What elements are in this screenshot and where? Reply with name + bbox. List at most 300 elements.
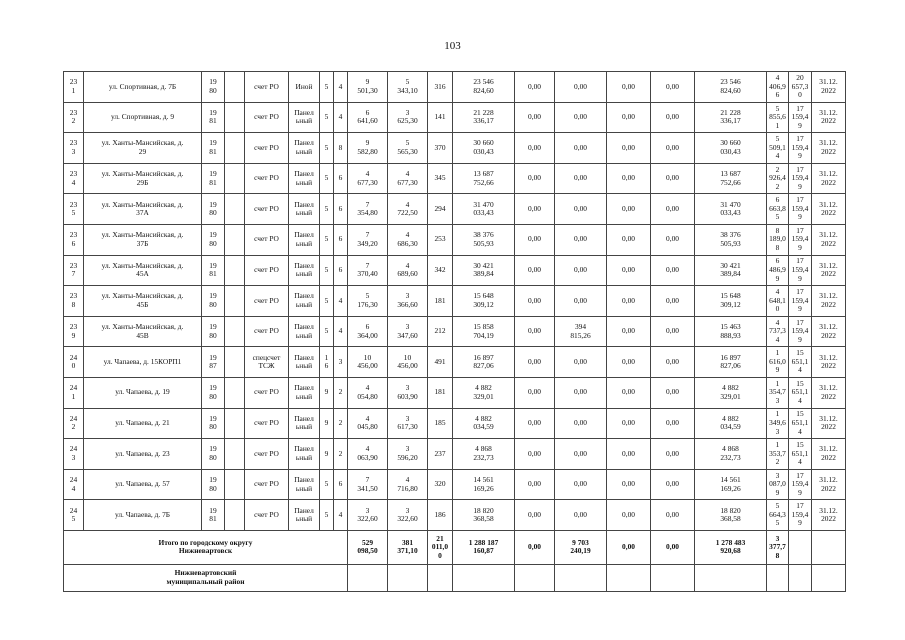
table-row [64, 72, 846, 103]
residents-cell: 185 [428, 408, 453, 439]
max-unit-cost-cell: 20 657,3 0 [789, 72, 812, 103]
row-number-cell: 24 5 [64, 500, 84, 531]
unit-cost-cell: 5 855,6 1 [767, 102, 789, 133]
empty-cell [812, 530, 846, 564]
unit-cost-cell: 1 353,7 2 [767, 439, 789, 470]
residents-cell: 186 [428, 500, 453, 531]
entrances-cell: 4 [334, 316, 348, 347]
residents-cell: 320 [428, 469, 453, 500]
unit-cost-cell: 4 648,1 0 [767, 286, 789, 317]
row-number-cell: 23 8 [64, 286, 84, 317]
municipal-funds-cell: 0,00 [607, 286, 651, 317]
other-funds-cell: 0,00 [651, 500, 695, 531]
owner-funds-cell: 30 660 030,43 [695, 133, 767, 164]
unit-cost-cell: 5 664,3 5 [767, 500, 789, 531]
address-cell: ул. Чапаева, д. 23 [84, 439, 202, 470]
address-cell: ул. Чапаева, д. 15КОРП1 [84, 347, 202, 378]
table-row [64, 377, 846, 408]
address-cell: ул. Ханты-Мансийская, д. 45Б [84, 286, 202, 317]
floors-cell: 5 [320, 286, 334, 317]
municipal-funds-cell: 0,00 [607, 377, 651, 408]
section-label: Нижневартовский муниципальный район [64, 564, 348, 591]
total-cost-cell: 4 868 232,73 [453, 439, 515, 470]
other-funds-cell: 0,00 [651, 255, 695, 286]
empty-cell [225, 163, 245, 194]
entrances-cell: 6 [334, 469, 348, 500]
entrances-cell: 6 [334, 194, 348, 225]
regional-funds-cell: 0,00 [555, 408, 607, 439]
row-number-cell: 23 9 [64, 316, 84, 347]
max-unit-cost-cell: 15 651,1 4 [789, 377, 812, 408]
empty-cell [225, 347, 245, 378]
entrances-cell: 2 [334, 408, 348, 439]
wall-material-cell: Панел ьный [289, 194, 320, 225]
owner-funds-cell: 31 470 033,43 [695, 194, 767, 225]
unit-cost-cell: 4 406,9 6 [767, 72, 789, 103]
max-unit-cost-cell: 17 159,4 9 [789, 224, 812, 255]
fund-source-cell: счет РО [245, 469, 289, 500]
municipal-funds-cell: 0,00 [607, 194, 651, 225]
total-area-cell: 4 063,90 [348, 439, 388, 470]
max-unit-cost-cell: 17 159,4 9 [789, 102, 812, 133]
year-built-cell: 19 80 [202, 377, 225, 408]
federal-funds-cell: 0,00 [515, 439, 555, 470]
entrances-cell: 6 [334, 224, 348, 255]
residents-cell: 342 [428, 255, 453, 286]
address-cell: ул. Чапаева, д. 19 [84, 377, 202, 408]
regional-funds-cell: 0,00 [555, 469, 607, 500]
regional-funds-cell: 9 703 240,19 [555, 530, 607, 564]
floors-cell: 5 [320, 469, 334, 500]
completion-date-cell: 31.12. 2022 [812, 224, 846, 255]
wall-material-cell: Панел ьный [289, 377, 320, 408]
unit-cost-cell: 3 087,0 9 [767, 469, 789, 500]
table-row [64, 286, 846, 317]
total-area-cell: 6 641,60 [348, 102, 388, 133]
floors-cell: 5 [320, 72, 334, 103]
municipal-funds-cell: 0,00 [607, 316, 651, 347]
living-area-cell: 3 366,60 [388, 286, 428, 317]
other-funds-cell: 0,00 [651, 102, 695, 133]
fund-source-cell: счет РО [245, 377, 289, 408]
unit-cost-cell: 1 349,6 3 [767, 408, 789, 439]
address-cell: ул. Ханты-Мансийская, д. 29 [84, 133, 202, 164]
total-cost-cell: 18 820 368,58 [453, 500, 515, 531]
total-cost-cell: 15 858 704,19 [453, 316, 515, 347]
empty-cell [607, 564, 651, 591]
other-funds-cell: 0,00 [651, 530, 695, 564]
total-cost-cell: 15 648 309,12 [453, 286, 515, 317]
total-cost-cell: 38 376 505,93 [453, 224, 515, 255]
floors-cell: 1 6 [320, 347, 334, 378]
empty-cell [225, 194, 245, 225]
total-cost-cell: 13 687 752,66 [453, 163, 515, 194]
address-cell: ул. Чапаева, д. 7Б [84, 500, 202, 531]
max-unit-cost-cell: 17 159,4 9 [789, 255, 812, 286]
empty-cell [651, 564, 695, 591]
wall-material-cell: Панел ьный [289, 102, 320, 133]
living-area-cell: 3 603,90 [388, 377, 428, 408]
living-area-cell: 3 322,60 [388, 500, 428, 531]
year-built-cell: 19 80 [202, 286, 225, 317]
total-cost-cell: 31 470 033,43 [453, 194, 515, 225]
residents-cell: 491 [428, 347, 453, 378]
row-number-cell: 23 3 [64, 133, 84, 164]
max-unit-cost-cell: 15 651,1 4 [789, 439, 812, 470]
federal-funds-cell: 0,00 [515, 500, 555, 531]
municipal-funds-cell: 0,00 [607, 224, 651, 255]
municipal-funds-cell: 0,00 [607, 530, 651, 564]
other-funds-cell: 0,00 [651, 439, 695, 470]
owner-funds-cell: 15 648 309,12 [695, 286, 767, 317]
fund-source-cell: счет РО [245, 408, 289, 439]
total-label: Итого по городскому округу Нижневартовск [64, 530, 348, 564]
residents-cell: 237 [428, 439, 453, 470]
owner-funds-cell: 4 882 329,01 [695, 377, 767, 408]
federal-funds-cell: 0,00 [515, 194, 555, 225]
unit-cost-cell: 4 737,3 4 [767, 316, 789, 347]
empty-cell [789, 530, 812, 564]
wall-material-cell: Панел ьный [289, 469, 320, 500]
empty-cell [225, 316, 245, 347]
fund-source-cell: счет РО [245, 286, 289, 317]
completion-date-cell: 31.12. 2022 [812, 408, 846, 439]
unit-cost-cell: 1 616,0 9 [767, 347, 789, 378]
max-unit-cost-cell: 17 159,4 9 [789, 316, 812, 347]
federal-funds-cell: 0,00 [515, 377, 555, 408]
fund-source-cell: счет РО [245, 224, 289, 255]
total-area-cell: 3 322,60 [348, 500, 388, 531]
living-area-cell: 10 456,00 [388, 347, 428, 378]
row-number-cell: 23 2 [64, 102, 84, 133]
total-area-cell: 529 098,50 [348, 530, 388, 564]
floors-cell: 5 [320, 102, 334, 133]
residents-cell: 345 [428, 163, 453, 194]
regional-funds-cell: 0,00 [555, 377, 607, 408]
total-area-cell: 10 456,00 [348, 347, 388, 378]
residents-cell: 253 [428, 224, 453, 255]
entrances-cell: 4 [334, 286, 348, 317]
completion-date-cell: 31.12. 2022 [812, 316, 846, 347]
total-area-cell: 4 054,80 [348, 377, 388, 408]
year-built-cell: 19 80 [202, 439, 225, 470]
address-cell: ул. Ханты-Мансийская, д. 45А [84, 255, 202, 286]
year-built-cell: 19 80 [202, 316, 225, 347]
empty-cell [388, 564, 428, 591]
entrances-cell: 2 [334, 439, 348, 470]
regional-funds-cell: 0,00 [555, 72, 607, 103]
municipal-funds-cell: 0,00 [607, 133, 651, 164]
owner-funds-cell: 38 376 505,93 [695, 224, 767, 255]
floors-cell: 9 [320, 377, 334, 408]
floors-cell: 5 [320, 224, 334, 255]
total-area-cell: 4 045,80 [348, 408, 388, 439]
completion-date-cell: 31.12. 2022 [812, 469, 846, 500]
max-unit-cost-cell: 17 159,4 9 [789, 469, 812, 500]
total-cost-cell: 21 228 336,17 [453, 102, 515, 133]
regional-funds-cell: 0,00 [555, 500, 607, 531]
floors-cell: 5 [320, 316, 334, 347]
floors-cell: 9 [320, 439, 334, 470]
living-area-cell: 4 677,30 [388, 163, 428, 194]
empty-cell [225, 72, 245, 103]
wall-material-cell: Панел ьный [289, 163, 320, 194]
living-area-cell: 4 689,60 [388, 255, 428, 286]
year-built-cell: 19 81 [202, 500, 225, 531]
year-built-cell: 19 80 [202, 194, 225, 225]
other-funds-cell: 0,00 [651, 377, 695, 408]
total-area-cell: 7 354,80 [348, 194, 388, 225]
wall-material-cell: Панел ьный [289, 255, 320, 286]
empty-cell [225, 408, 245, 439]
empty-cell [225, 102, 245, 133]
empty-cell [225, 500, 245, 531]
table-row [64, 255, 846, 286]
empty-cell [812, 564, 846, 591]
completion-date-cell: 31.12. 2022 [812, 500, 846, 531]
total-area-cell: 6 364,00 [348, 316, 388, 347]
other-funds-cell: 0,00 [651, 163, 695, 194]
wall-material-cell: Панел ьный [289, 224, 320, 255]
total-cost-cell: 4 882 034,59 [453, 408, 515, 439]
table-row [64, 408, 846, 439]
completion-date-cell: 31.12. 2022 [812, 163, 846, 194]
completion-date-cell: 31.12. 2022 [812, 439, 846, 470]
fund-source-cell: счет РО [245, 439, 289, 470]
wall-material-cell: Иной [289, 72, 320, 103]
owner-funds-cell: 16 897 827,06 [695, 347, 767, 378]
address-cell: ул. Ханты-Мансийская, д. 45В [84, 316, 202, 347]
wall-material-cell: Панел ьный [289, 347, 320, 378]
entrances-cell: 2 [334, 377, 348, 408]
other-funds-cell: 0,00 [651, 286, 695, 317]
year-built-cell: 19 81 [202, 163, 225, 194]
owner-funds-cell: 15 463 888,93 [695, 316, 767, 347]
other-funds-cell: 0,00 [651, 316, 695, 347]
federal-funds-cell: 0,00 [515, 347, 555, 378]
wall-material-cell: Панел ьный [289, 439, 320, 470]
empty-cell [225, 133, 245, 164]
total-row [64, 530, 846, 564]
fund-source-cell: счет РО [245, 500, 289, 531]
living-area-cell: 5 343,10 [388, 72, 428, 103]
federal-funds-cell: 0,00 [515, 408, 555, 439]
other-funds-cell: 0,00 [651, 347, 695, 378]
owner-funds-cell: 4 882 034,59 [695, 408, 767, 439]
table-row [64, 102, 846, 133]
year-built-cell: 19 81 [202, 133, 225, 164]
total-area-cell: 9 501,30 [348, 72, 388, 103]
federal-funds-cell: 0,00 [515, 316, 555, 347]
residents-cell: 141 [428, 102, 453, 133]
unit-cost-cell: 3 377,7 8 [767, 530, 789, 564]
row-number-cell: 23 4 [64, 163, 84, 194]
total-cost-cell: 1 288 187 160,87 [453, 530, 515, 564]
completion-date-cell: 31.12. 2022 [812, 133, 846, 164]
federal-funds-cell: 0,00 [515, 224, 555, 255]
empty-cell [789, 564, 812, 591]
empty-cell [695, 564, 767, 591]
housing-register-table [63, 71, 846, 592]
unit-cost-cell: 8 189,0 8 [767, 224, 789, 255]
year-built-cell: 19 80 [202, 224, 225, 255]
wall-material-cell: Панел ьный [289, 286, 320, 317]
max-unit-cost-cell: 15 651,1 4 [789, 408, 812, 439]
total-area-cell: 4 677,30 [348, 163, 388, 194]
page-number: 103 [444, 40, 461, 52]
row-number-cell: 23 6 [64, 224, 84, 255]
total-cost-cell: 30 421 389,84 [453, 255, 515, 286]
empty-cell [555, 564, 607, 591]
federal-funds-cell: 0,00 [515, 469, 555, 500]
regional-funds-cell: 0,00 [555, 194, 607, 225]
max-unit-cost-cell: 17 159,4 9 [789, 133, 812, 164]
federal-funds-cell: 0,00 [515, 255, 555, 286]
empty-cell [225, 469, 245, 500]
empty-cell [225, 377, 245, 408]
fund-source-cell: счет РО [245, 72, 289, 103]
municipal-funds-cell: 0,00 [607, 408, 651, 439]
address-cell: ул. Ханты-Мансийская, д. 37А [84, 194, 202, 225]
municipal-funds-cell: 0,00 [607, 255, 651, 286]
total-cost-cell: 30 660 030,43 [453, 133, 515, 164]
municipal-funds-cell: 0,00 [607, 469, 651, 500]
federal-funds-cell: 0,00 [515, 133, 555, 164]
total-area-cell: 9 582,80 [348, 133, 388, 164]
wall-material-cell: Панел ьный [289, 133, 320, 164]
municipal-funds-cell: 0,00 [607, 163, 651, 194]
regional-funds-cell: 0,00 [555, 347, 607, 378]
floors-cell: 5 [320, 194, 334, 225]
completion-date-cell: 31.12. 2022 [812, 72, 846, 103]
wall-material-cell: Панел ьный [289, 408, 320, 439]
wall-material-cell: Панел ьный [289, 500, 320, 531]
year-built-cell: 19 81 [202, 255, 225, 286]
owner-funds-cell: 4 868 232,73 [695, 439, 767, 470]
completion-date-cell: 31.12. 2022 [812, 255, 846, 286]
regional-funds-cell: 0,00 [555, 255, 607, 286]
floors-cell: 9 [320, 408, 334, 439]
regional-funds-cell: 0,00 [555, 439, 607, 470]
completion-date-cell: 31.12. 2022 [812, 377, 846, 408]
empty-cell [348, 564, 388, 591]
owner-funds-cell: 21 228 336,17 [695, 102, 767, 133]
empty-cell [225, 439, 245, 470]
federal-funds-cell: 0,00 [515, 102, 555, 133]
living-area-cell: 4 716,80 [388, 469, 428, 500]
section-row [64, 564, 846, 591]
year-built-cell: 19 80 [202, 469, 225, 500]
entrances-cell: 3 [334, 347, 348, 378]
address-cell: ул. Спортивная, д. 7Б [84, 72, 202, 103]
residents-cell: 370 [428, 133, 453, 164]
regional-funds-cell: 0,00 [555, 224, 607, 255]
owner-funds-cell: 1 278 483 920,68 [695, 530, 767, 564]
table-row [64, 224, 846, 255]
row-number-cell: 24 2 [64, 408, 84, 439]
fund-source-cell: счет РО [245, 255, 289, 286]
table-row [64, 133, 846, 164]
fund-source-cell: счет РО [245, 133, 289, 164]
residents-cell: 316 [428, 72, 453, 103]
year-built-cell: 19 80 [202, 72, 225, 103]
row-number-cell: 23 1 [64, 72, 84, 103]
municipal-funds-cell: 0,00 [607, 102, 651, 133]
row-number-cell: 24 3 [64, 439, 84, 470]
year-built-cell: 19 81 [202, 102, 225, 133]
regional-funds-cell: 0,00 [555, 133, 607, 164]
completion-date-cell: 31.12. 2022 [812, 102, 846, 133]
year-built-cell: 19 80 [202, 408, 225, 439]
federal-funds-cell: 0,00 [515, 72, 555, 103]
max-unit-cost-cell: 17 159,4 9 [789, 163, 812, 194]
year-built-cell: 19 87 [202, 347, 225, 378]
completion-date-cell: 31.12. 2022 [812, 347, 846, 378]
other-funds-cell: 0,00 [651, 133, 695, 164]
other-funds-cell: 0,00 [651, 408, 695, 439]
living-area-cell: 381 371,10 [388, 530, 428, 564]
federal-funds-cell: 0,00 [515, 286, 555, 317]
row-number-cell: 24 4 [64, 469, 84, 500]
owner-funds-cell: 30 421 389,84 [695, 255, 767, 286]
floors-cell: 5 [320, 500, 334, 531]
living-area-cell: 3 347,60 [388, 316, 428, 347]
floors-cell: 5 [320, 133, 334, 164]
floors-cell: 5 [320, 163, 334, 194]
entrances-cell: 6 [334, 163, 348, 194]
address-cell: ул. Чапаева, д. 57 [84, 469, 202, 500]
total-cost-cell: 16 897 827,06 [453, 347, 515, 378]
total-area-cell: 7 370,40 [348, 255, 388, 286]
table-row [64, 500, 846, 531]
residents-cell: 21 011,0 0 [428, 530, 453, 564]
municipal-funds-cell: 0,00 [607, 500, 651, 531]
other-funds-cell: 0,00 [651, 469, 695, 500]
empty-cell [428, 564, 453, 591]
unit-cost-cell: 5 509,1 4 [767, 133, 789, 164]
municipal-funds-cell: 0,00 [607, 439, 651, 470]
table-row [64, 469, 846, 500]
entrances-cell: 6 [334, 255, 348, 286]
row-number-cell: 24 1 [64, 377, 84, 408]
owner-funds-cell: 18 820 368,58 [695, 500, 767, 531]
living-area-cell: 5 565,30 [388, 133, 428, 164]
regional-funds-cell: 0,00 [555, 286, 607, 317]
regional-funds-cell: 394 815,26 [555, 316, 607, 347]
max-unit-cost-cell: 15 651,1 4 [789, 347, 812, 378]
entrances-cell: 4 [334, 72, 348, 103]
federal-funds-cell: 0,00 [515, 530, 555, 564]
total-cost-cell: 14 561 169,26 [453, 469, 515, 500]
entrances-cell: 4 [334, 102, 348, 133]
address-cell: ул. Спортивная, д. 9 [84, 102, 202, 133]
residents-cell: 212 [428, 316, 453, 347]
fund-source-cell: счет РО [245, 194, 289, 225]
empty-cell [453, 564, 515, 591]
wall-material-cell: Панел ьный [289, 316, 320, 347]
residents-cell: 294 [428, 194, 453, 225]
row-number-cell: 24 0 [64, 347, 84, 378]
table-row [64, 439, 846, 470]
address-cell: ул. Чапаева, д. 21 [84, 408, 202, 439]
living-area-cell: 4 722,50 [388, 194, 428, 225]
municipal-funds-cell: 0,00 [607, 347, 651, 378]
fund-source-cell: счет РО [245, 102, 289, 133]
address-cell: ул. Ханты-Мансийская, д. 37Б [84, 224, 202, 255]
living-area-cell: 3 596,20 [388, 439, 428, 470]
fund-source-cell: спецсчет ТСЖ [245, 347, 289, 378]
total-area-cell: 5 176,30 [348, 286, 388, 317]
